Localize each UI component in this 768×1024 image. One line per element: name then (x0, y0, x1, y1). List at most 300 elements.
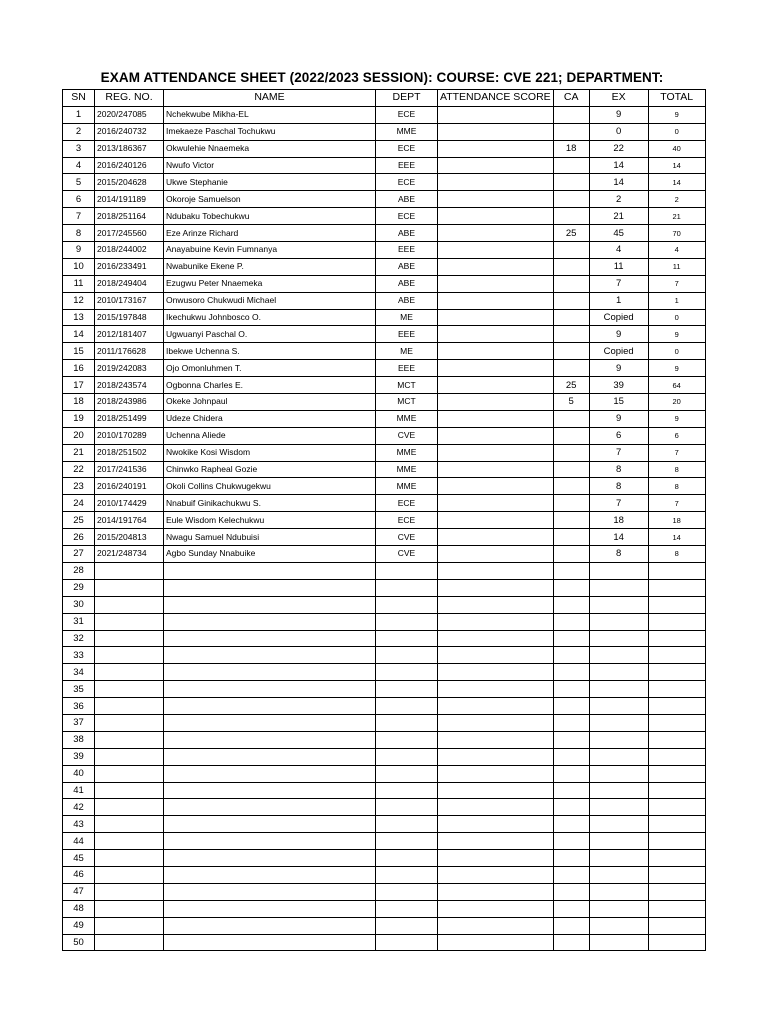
cell-ca (553, 106, 589, 123)
cell-sn: 50 (63, 934, 95, 951)
cell-name: Ogbonna Charles E. (164, 377, 376, 394)
cell-dept (376, 850, 438, 867)
cell-sn: 49 (63, 917, 95, 934)
cell-dept (376, 664, 438, 681)
cell-dept: EEE (376, 326, 438, 343)
cell-name: Nwokike Kosi Wisdom (164, 444, 376, 461)
cell-sn: 19 (63, 410, 95, 427)
cell-ex (589, 613, 648, 630)
cell-sn: 22 (63, 461, 95, 478)
cell-attendance-score (438, 816, 554, 833)
cell-attendance-score (438, 714, 554, 731)
cell-ca (553, 850, 589, 867)
cell-dept (376, 883, 438, 900)
cell-ca: 25 (553, 225, 589, 242)
table-row (63, 377, 706, 394)
cell-sn: 37 (63, 714, 95, 731)
cell-sn: 2 (63, 123, 95, 140)
cell-sn: 5 (63, 174, 95, 191)
cell-dept (376, 647, 438, 664)
cell-total: 4 (648, 242, 705, 259)
cell-name (164, 765, 376, 782)
table-row (63, 140, 706, 157)
cell-total: 2 (648, 191, 705, 208)
cell-sn: 45 (63, 850, 95, 867)
table-row (63, 799, 706, 816)
cell-total (648, 681, 705, 698)
cell-ex (589, 782, 648, 799)
cell-total: 1 (648, 292, 705, 309)
cell-reg-no (95, 647, 164, 664)
cell-reg-no: 2018/244002 (95, 242, 164, 259)
cell-dept (376, 714, 438, 731)
cell-sn: 13 (63, 309, 95, 326)
cell-ex: 0 (589, 123, 648, 140)
cell-dept: CVE (376, 529, 438, 546)
cell-ex: 9 (589, 326, 648, 343)
cell-ex (589, 731, 648, 748)
cell-dept: CVE (376, 427, 438, 444)
cell-name: Nchekwube Mikha-EL (164, 106, 376, 123)
cell-reg-no: 2010/174429 (95, 495, 164, 512)
table-row (63, 157, 706, 174)
cell-reg-no: 2018/243574 (95, 377, 164, 394)
cell-sn: 12 (63, 292, 95, 309)
cell-reg-no: 2020/247085 (95, 106, 164, 123)
cell-name (164, 681, 376, 698)
cell-total: 8 (648, 478, 705, 495)
cell-ex: Copied (589, 343, 648, 360)
cell-ca (553, 714, 589, 731)
cell-total (648, 934, 705, 951)
cell-attendance-score (438, 106, 554, 123)
cell-sn: 16 (63, 360, 95, 377)
cell-name: Imekaeze Paschal Tochukwu (164, 123, 376, 140)
cell-total: 14 (648, 529, 705, 546)
cell-attendance-score (438, 258, 554, 275)
cell-attendance-score (438, 410, 554, 427)
cell-attendance-score (438, 377, 554, 394)
cell-ca (553, 579, 589, 596)
cell-ca (553, 191, 589, 208)
sheet-title: EXAM ATTENDANCE SHEET (2022/2023 SESSION): COURSE: CVE 221; DEPARTMENT: (100, 70, 664, 85)
cell-ca (553, 748, 589, 765)
cell-dept (376, 579, 438, 596)
cell-total (648, 664, 705, 681)
cell-attendance-score (438, 495, 554, 512)
table-row (63, 360, 706, 377)
cell-name (164, 714, 376, 731)
cell-total (648, 647, 705, 664)
cell-ex (589, 850, 648, 867)
table-row (63, 833, 706, 850)
cell-name: Ndubaku Tobechukwu (164, 208, 376, 225)
cell-sn: 10 (63, 258, 95, 275)
table-row (63, 123, 706, 140)
cell-dept (376, 799, 438, 816)
cell-attendance-score (438, 343, 554, 360)
table-row (63, 394, 706, 411)
cell-attendance-score (438, 934, 554, 951)
cell-name (164, 748, 376, 765)
cell-sn: 24 (63, 495, 95, 512)
cell-sn: 25 (63, 512, 95, 529)
cell-total: 9 (648, 360, 705, 377)
cell-total (648, 799, 705, 816)
table-row (63, 444, 706, 461)
cell-reg-no (95, 562, 164, 579)
cell-dept (376, 630, 438, 647)
table-row (63, 529, 706, 546)
cell-dept: ABE (376, 292, 438, 309)
cell-dept: ECE (376, 140, 438, 157)
cell-ex: Copied (589, 309, 648, 326)
cell-sn: 44 (63, 833, 95, 850)
cell-ca (553, 157, 589, 174)
cell-ex: 39 (589, 377, 648, 394)
cell-attendance-score (438, 681, 554, 698)
cell-total: 11 (648, 258, 705, 275)
cell-attendance-score (438, 275, 554, 292)
cell-dept (376, 866, 438, 883)
cell-reg-no: 2011/176628 (95, 343, 164, 360)
cell-ex: 18 (589, 512, 648, 529)
table-row (63, 106, 706, 123)
cell-ca (553, 123, 589, 140)
cell-attendance-score (438, 782, 554, 799)
cell-attendance-score (438, 883, 554, 900)
col-header-dept: DEPT (376, 90, 438, 107)
cell-reg-no (95, 596, 164, 613)
cell-attendance-score (438, 579, 554, 596)
cell-ca (553, 883, 589, 900)
cell-dept: MCT (376, 377, 438, 394)
table-row (63, 681, 706, 698)
cell-reg-no: 2017/241536 (95, 461, 164, 478)
cell-ca (553, 816, 589, 833)
cell-dept: MCT (376, 394, 438, 411)
cell-attendance-score (438, 900, 554, 917)
cell-attendance-score (438, 191, 554, 208)
cell-dept: ABE (376, 275, 438, 292)
cell-reg-no (95, 630, 164, 647)
table-row (63, 478, 706, 495)
cell-reg-no (95, 934, 164, 951)
cell-sn: 48 (63, 900, 95, 917)
cell-attendance-score (438, 140, 554, 157)
cell-dept: MME (376, 461, 438, 478)
cell-name: Uchenna Aliede (164, 427, 376, 444)
cell-ex (589, 883, 648, 900)
table-row (63, 495, 706, 512)
cell-ex (589, 765, 648, 782)
table-row (63, 731, 706, 748)
cell-sn: 47 (63, 883, 95, 900)
table-row (63, 630, 706, 647)
cell-sn: 18 (63, 394, 95, 411)
cell-ca (553, 562, 589, 579)
cell-ex: 2 (589, 191, 648, 208)
table-row (63, 512, 706, 529)
cell-ca (553, 174, 589, 191)
cell-total: 20 (648, 394, 705, 411)
cell-total: 64 (648, 377, 705, 394)
cell-name (164, 866, 376, 883)
cell-dept: EEE (376, 242, 438, 259)
cell-reg-no (95, 782, 164, 799)
cell-ca (553, 799, 589, 816)
cell-name (164, 917, 376, 934)
cell-total (648, 816, 705, 833)
cell-name: Udeze Chidera (164, 410, 376, 427)
table-row (63, 579, 706, 596)
table-row (63, 208, 706, 225)
cell-reg-no (95, 681, 164, 698)
cell-dept: ME (376, 309, 438, 326)
cell-ca (553, 613, 589, 630)
cell-reg-no: 2010/170289 (95, 427, 164, 444)
cell-attendance-score (438, 866, 554, 883)
table-row (63, 343, 706, 360)
cell-ex: 1 (589, 292, 648, 309)
cell-ex (589, 562, 648, 579)
table-row (63, 613, 706, 630)
cell-total (648, 698, 705, 715)
cell-attendance-score (438, 225, 554, 242)
cell-total (648, 630, 705, 647)
cell-name: Chinwko Rapheal Gozie (164, 461, 376, 478)
cell-name (164, 883, 376, 900)
cell-total: 70 (648, 225, 705, 242)
cell-attendance-score (438, 748, 554, 765)
cell-ex: 9 (589, 360, 648, 377)
cell-total (648, 782, 705, 799)
cell-ca (553, 782, 589, 799)
table-row (63, 242, 706, 259)
cell-ca: 5 (553, 394, 589, 411)
header-row (63, 90, 706, 107)
cell-reg-no: 2018/243986 (95, 394, 164, 411)
cell-attendance-score (438, 647, 554, 664)
table-row (63, 883, 706, 900)
cell-dept (376, 748, 438, 765)
table-row (63, 664, 706, 681)
cell-sn: 7 (63, 208, 95, 225)
cell-total (648, 765, 705, 782)
table-row (63, 427, 706, 444)
cell-total: 0 (648, 343, 705, 360)
cell-ex (589, 714, 648, 731)
cell-sn: 31 (63, 613, 95, 630)
col-header-reg-no: REG. NO. (95, 90, 164, 107)
cell-sn: 28 (63, 562, 95, 579)
cell-name (164, 816, 376, 833)
cell-total: 8 (648, 546, 705, 563)
cell-dept: ECE (376, 174, 438, 191)
cell-reg-no: 2018/251164 (95, 208, 164, 225)
table-row (63, 225, 706, 242)
cell-ex (589, 681, 648, 698)
cell-reg-no: 2014/191189 (95, 191, 164, 208)
cell-name: Okoli Collins Chukwugekwu (164, 478, 376, 495)
cell-dept: MME (376, 444, 438, 461)
cell-ex: 7 (589, 275, 648, 292)
table-row (63, 191, 706, 208)
cell-ex: 9 (589, 410, 648, 427)
cell-name (164, 698, 376, 715)
cell-ex: 8 (589, 546, 648, 563)
cell-ex (589, 698, 648, 715)
cell-ex: 45 (589, 225, 648, 242)
cell-ca (553, 917, 589, 934)
cell-attendance-score (438, 478, 554, 495)
table-row (63, 292, 706, 309)
cell-dept (376, 782, 438, 799)
cell-name: Eze Arinze Richard (164, 225, 376, 242)
cell-sn: 35 (63, 681, 95, 698)
cell-attendance-score (438, 427, 554, 444)
cell-total: 14 (648, 174, 705, 191)
cell-total (648, 613, 705, 630)
cell-sn: 40 (63, 765, 95, 782)
cell-ex (589, 816, 648, 833)
cell-name (164, 900, 376, 917)
cell-dept (376, 833, 438, 850)
cell-dept: ABE (376, 258, 438, 275)
cell-ca (553, 681, 589, 698)
attendance-table (62, 89, 706, 951)
cell-sn: 36 (63, 698, 95, 715)
cell-ex: 6 (589, 427, 648, 444)
cell-sn: 29 (63, 579, 95, 596)
cell-attendance-score (438, 664, 554, 681)
cell-dept: ECE (376, 106, 438, 123)
cell-name (164, 562, 376, 579)
table-row (63, 647, 706, 664)
cell-reg-no: 2016/240732 (95, 123, 164, 140)
cell-total: 18 (648, 512, 705, 529)
cell-sn: 42 (63, 799, 95, 816)
cell-ca (553, 258, 589, 275)
col-header-ex: EX (589, 90, 648, 107)
cell-ex: 15 (589, 394, 648, 411)
cell-name (164, 731, 376, 748)
table-row (63, 866, 706, 883)
cell-ex: 4 (589, 242, 648, 259)
cell-name: Nwufo Victor (164, 157, 376, 174)
cell-total (648, 714, 705, 731)
cell-total: 7 (648, 275, 705, 292)
cell-attendance-score (438, 123, 554, 140)
cell-name: Okeke Johnpaul (164, 394, 376, 411)
table-row (63, 326, 706, 343)
cell-total: 40 (648, 140, 705, 157)
cell-ca (553, 326, 589, 343)
cell-ca (553, 731, 589, 748)
cell-attendance-score (438, 765, 554, 782)
table-row (63, 258, 706, 275)
cell-dept (376, 900, 438, 917)
cell-ca: 25 (553, 377, 589, 394)
cell-reg-no: 2010/173167 (95, 292, 164, 309)
cell-dept (376, 562, 438, 579)
cell-total: 7 (648, 495, 705, 512)
cell-total: 14 (648, 157, 705, 174)
cell-dept: ECE (376, 512, 438, 529)
cell-ex (589, 917, 648, 934)
cell-name: Ugwuanyi Paschal O. (164, 326, 376, 343)
cell-reg-no (95, 850, 164, 867)
cell-attendance-score (438, 596, 554, 613)
cell-attendance-score (438, 326, 554, 343)
table-row (63, 698, 706, 715)
cell-ca (553, 698, 589, 715)
table-row (63, 461, 706, 478)
cell-dept: MME (376, 123, 438, 140)
cell-name (164, 664, 376, 681)
cell-reg-no (95, 866, 164, 883)
cell-ex: 14 (589, 529, 648, 546)
cell-name: Nwabunike Ekene P. (164, 258, 376, 275)
cell-reg-no: 2015/204813 (95, 529, 164, 546)
cell-reg-no: 2016/240126 (95, 157, 164, 174)
cell-reg-no (95, 748, 164, 765)
table-row (63, 275, 706, 292)
cell-ca (553, 275, 589, 292)
cell-name: Ojo Omonluhmen T. (164, 360, 376, 377)
cell-name: Ukwe Stephanie (164, 174, 376, 191)
cell-ca (553, 444, 589, 461)
cell-reg-no: 2015/197848 (95, 309, 164, 326)
cell-sn: 33 (63, 647, 95, 664)
cell-name (164, 934, 376, 951)
cell-name: Eule Wisdom Kelechukwu (164, 512, 376, 529)
table-row (63, 850, 706, 867)
cell-reg-no: 2018/251502 (95, 444, 164, 461)
cell-total: 9 (648, 326, 705, 343)
cell-name: Nwagu Samuel Ndubuisi (164, 529, 376, 546)
cell-ex (589, 664, 648, 681)
cell-ca (553, 934, 589, 951)
cell-reg-no: 2016/233491 (95, 258, 164, 275)
cell-ca (553, 529, 589, 546)
cell-total (648, 562, 705, 579)
table-row (63, 782, 706, 799)
cell-reg-no (95, 714, 164, 731)
cell-dept: EEE (376, 360, 438, 377)
cell-reg-no (95, 613, 164, 630)
cell-ex: 8 (589, 461, 648, 478)
cell-sn: 15 (63, 343, 95, 360)
cell-ex (589, 900, 648, 917)
cell-ex: 14 (589, 174, 648, 191)
cell-ca (553, 495, 589, 512)
cell-attendance-score (438, 174, 554, 191)
cell-sn: 4 (63, 157, 95, 174)
cell-name: Onwusoro Chukwudi Michael (164, 292, 376, 309)
cell-total: 9 (648, 106, 705, 123)
cell-attendance-score (438, 546, 554, 563)
cell-ca (553, 309, 589, 326)
table-row (63, 410, 706, 427)
cell-attendance-score (438, 850, 554, 867)
cell-attendance-score (438, 360, 554, 377)
cell-attendance-score (438, 562, 554, 579)
cell-attendance-score (438, 512, 554, 529)
table-row (63, 900, 706, 917)
cell-ex: 22 (589, 140, 648, 157)
cell-attendance-score (438, 309, 554, 326)
